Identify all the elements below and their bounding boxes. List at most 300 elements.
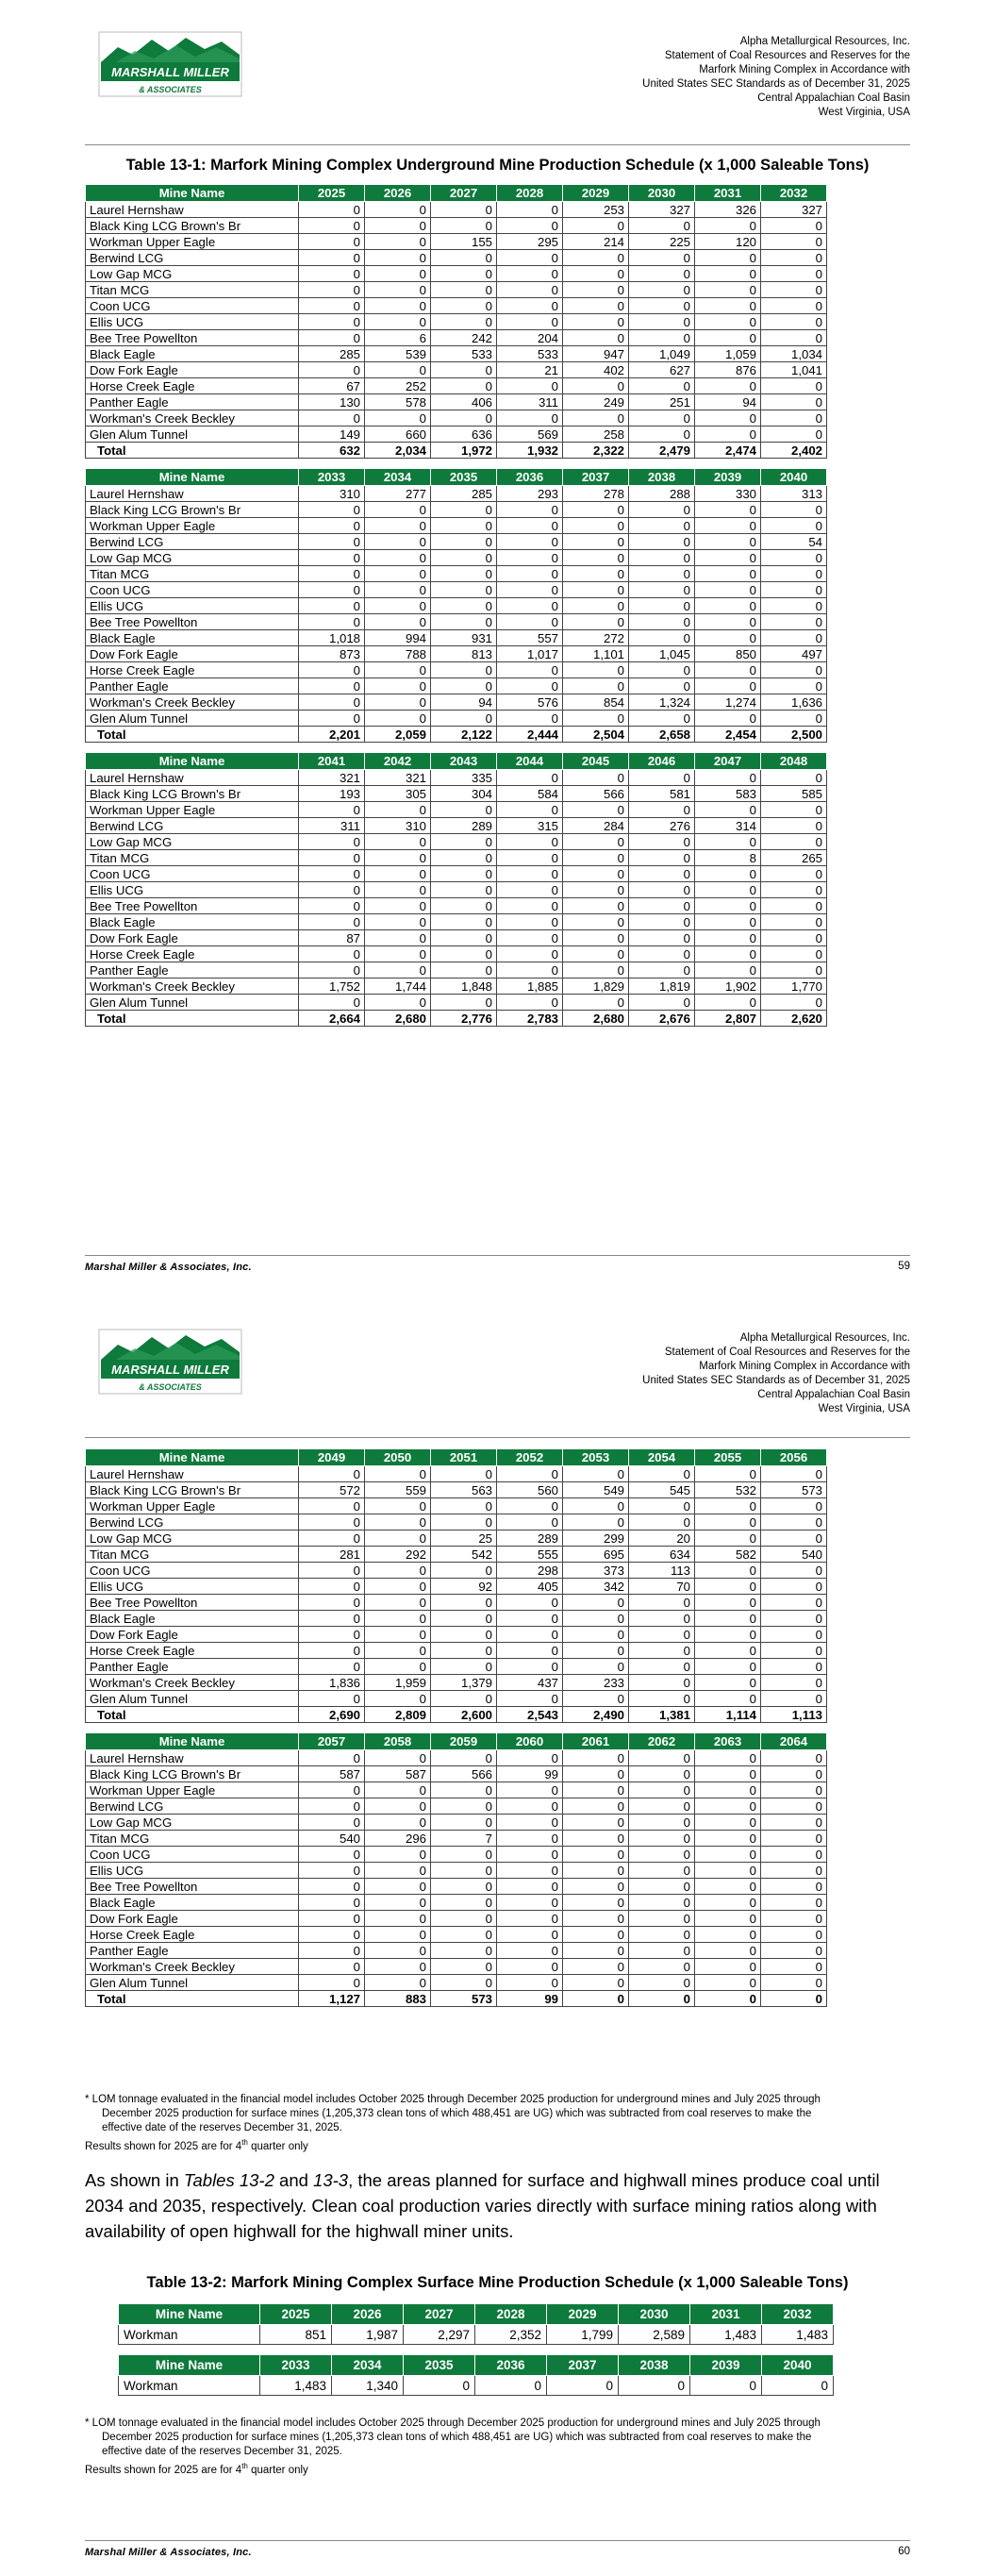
value-cell: 0 [629,598,695,614]
table-row [86,834,827,850]
value-cell: 0 [629,1911,695,1927]
column-header-year: 2034 [332,2355,404,2376]
table-row [86,1579,827,1595]
mine-name-cell: Black King LCG Brown's Br [86,218,299,234]
value-cell: 0 [497,962,563,979]
table-13-2 [118,2303,834,2396]
header-row [86,1733,827,1750]
table-row [86,979,827,995]
footer-company: Marshal Miller & Associates, Inc. [85,1262,252,1273]
table-13-1 [85,184,827,1027]
value-cell: 0 [431,1691,497,1707]
value-cell: 0 [365,218,431,234]
column-header-year: 2046 [629,753,695,770]
value-cell: 0 [365,882,431,898]
value-cell: 0 [563,1911,629,1927]
mine-name-cell: Workman's Creek Beckley [86,979,299,995]
table-row [86,1750,827,1766]
value-cell: 0 [761,518,827,534]
value-cell: 0 [695,1943,761,1959]
value-cell: 0 [695,1627,761,1643]
value-cell: 321 [365,770,431,786]
value-cell: 6 [365,330,431,346]
value-cell: 0 [299,250,365,266]
value-cell: 0 [629,314,695,330]
table-row [86,614,827,630]
value-cell: 0 [563,711,629,727]
value-cell: 310 [299,486,365,502]
value-cell: 402 [563,362,629,378]
value-cell: 1,885 [497,979,563,995]
value-cell: 540 [299,1831,365,1847]
value-cell: 0 [695,314,761,330]
value-cell: 0 [365,1563,431,1579]
value-cell: 0 [299,534,365,550]
column-header-year: 2027 [431,185,497,202]
value-cell: 0 [695,1895,761,1911]
mine-name-cell: Coon UCG [86,582,299,598]
value-cell: 0 [299,1943,365,1959]
value-cell: 0 [695,427,761,443]
value-cell: 0 [695,1675,761,1691]
mine-name-cell: Workman [119,2376,260,2396]
value-cell: 342 [563,1579,629,1595]
value-cell: 0 [761,1750,827,1766]
value-cell: 0 [431,1943,497,1959]
value-cell: 0 [365,298,431,314]
value-cell: 2,297 [404,2325,475,2345]
column-header-year: 2035 [404,2355,475,2376]
mine-name-cell: Laurel Hernshaw [86,1466,299,1482]
total-label-cell: Total [86,1011,299,1027]
value-cell: 0 [497,1927,563,1943]
table-13-1-title: Table 13-1: Marfork Mining Complex Underground Mine Production Schedule (x 1,000 Saleable Tons) [125,157,870,174]
value-cell: 0 [761,1943,827,1959]
value-cell: 0 [497,1627,563,1643]
value-cell: 0 [299,1659,365,1675]
value-cell: 0 [497,518,563,534]
value-cell: 0 [299,614,365,630]
value-cell: 193 [299,786,365,802]
value-cell: 497 [761,646,827,662]
mine-name-cell: Workman Upper Eagle [86,518,299,534]
mine-name-cell: Panther Eagle [86,1943,299,1959]
value-cell: 0 [695,502,761,518]
value-cell: 0 [365,850,431,866]
total-row [86,727,827,743]
value-cell: 0 [431,1659,497,1675]
value-cell: 0 [431,1750,497,1766]
mine-name-cell: Ellis UCG [86,1579,299,1595]
value-cell: 0 [629,1691,695,1707]
value-cell: 0 [761,1927,827,1943]
table-row [86,234,827,250]
value-cell: 25 [431,1531,497,1547]
value-cell: 94 [431,694,497,711]
header-rule [85,144,910,145]
table-row [86,550,827,566]
value-cell: 330 [695,486,761,502]
value-cell: 0 [431,1927,497,1943]
value-cell: 0 [695,298,761,314]
value-cell: 563 [431,1482,497,1498]
value-cell: 0 [299,1627,365,1643]
page-number: 60 [898,2546,910,2557]
value-cell: 0 [497,410,563,427]
column-header-year: 2050 [365,1449,431,1466]
value-cell: 0 [431,314,497,330]
value-cell: 0 [761,566,827,582]
value-cell: 573 [761,1482,827,1498]
value-cell: 0 [299,218,365,234]
value-cell: 0 [761,1766,827,1782]
value-cell: 0 [629,834,695,850]
value-cell: 560 [497,1482,563,1498]
value-cell: 0 [695,1563,761,1579]
value-cell: 0 [497,882,563,898]
value-cell: 627 [629,362,695,378]
value-cell: 0 [563,1750,629,1766]
value-cell: 0 [299,914,365,930]
value-cell: 0 [365,834,431,850]
value-cell: 0 [299,362,365,378]
total-value-cell: 2,504 [563,727,629,743]
value-cell: 0 [299,1643,365,1659]
total-value-cell: 1,381 [629,1707,695,1723]
value-cell: 0 [563,1943,629,1959]
value-cell: 0 [629,1514,695,1531]
value-cell: 947 [563,346,629,362]
total-value-cell: 1,932 [497,443,563,459]
value-cell: 0 [563,1831,629,1847]
table-row [86,1691,827,1707]
value-cell: 0 [431,866,497,882]
value-cell: 0 [497,250,563,266]
value-cell: 578 [365,394,431,410]
table-row [86,1798,827,1815]
column-header-year: 2028 [497,185,563,202]
value-cell: 233 [563,1675,629,1691]
mine-name-cell: Workman Upper Eagle [86,1782,299,1798]
value-cell: 0 [629,1595,695,1611]
value-cell: 0 [761,1659,827,1675]
table-row [86,1547,827,1563]
value-cell: 0 [299,834,365,850]
mine-name-cell: Black King LCG Brown's Br [86,1482,299,1498]
value-cell: 311 [497,394,563,410]
value-cell: 0 [365,1531,431,1547]
total-label-cell: Total [86,727,299,743]
value-cell: 0 [365,202,431,218]
mine-name-cell: Panther Eagle [86,962,299,979]
value-cell: 0 [299,410,365,427]
value-cell: 70 [629,1579,695,1595]
value-cell: 1,018 [299,630,365,646]
column-header-year: 2056 [761,1449,827,1466]
value-cell: 327 [629,202,695,218]
value-cell: 0 [497,534,563,550]
value-cell: 299 [563,1531,629,1547]
total-label-cell: Total [86,443,299,459]
mine-name-cell: Bee Tree Powellton [86,898,299,914]
value-cell: 0 [695,930,761,946]
value-cell: 587 [365,1766,431,1782]
column-header-year: 2049 [299,1449,365,1466]
mine-name-cell: Low Gap MCG [86,1531,299,1547]
value-cell: 0 [629,1847,695,1863]
value-cell: 0 [563,995,629,1011]
value-cell: 0 [365,502,431,518]
value-cell: 0 [563,898,629,914]
value-cell: 0 [761,946,827,962]
value-cell: 0 [431,410,497,427]
value-cell: 0 [761,1514,827,1531]
value-cell: 0 [629,1643,695,1659]
column-header-year: 2031 [690,2304,762,2325]
mine-name-cell: Black King LCG Brown's Br [86,1766,299,1782]
value-cell: 0 [761,770,827,786]
table-row [86,946,827,962]
value-cell: 0 [431,1847,497,1863]
value-cell: 313 [761,486,827,502]
value-cell: 1,340 [332,2376,404,2396]
value-cell: 0 [695,1595,761,1611]
table-row [86,1863,827,1879]
mine-name-cell: Low Gap MCG [86,266,299,282]
value-cell: 0 [299,678,365,694]
page-number: 59 [898,1261,910,1272]
value-cell: 0 [761,298,827,314]
table-row [86,202,827,218]
value-cell: 1,324 [629,694,695,711]
column-header-year: 2054 [629,1449,695,1466]
value-cell: 0 [497,1879,563,1895]
value-cell: 288 [629,486,695,502]
value-cell: 0 [761,330,827,346]
mine-name-cell: Berwind LCG [86,534,299,550]
value-cell: 0 [299,1498,365,1514]
table-row [86,1498,827,1514]
value-cell: 0 [299,1863,365,1879]
value-cell: 0 [431,1563,497,1579]
mine-name-cell: Laurel Hernshaw [86,770,299,786]
mine-name-cell: Low Gap MCG [86,1815,299,1831]
value-cell: 788 [365,646,431,662]
value-cell: 0 [365,282,431,298]
value-cell: 0 [497,866,563,882]
value-cell: 0 [299,566,365,582]
value-cell: 0 [299,282,365,298]
value-cell: 876 [695,362,761,378]
value-cell: 0 [629,962,695,979]
value-cell: 0 [619,2376,690,2396]
value-cell: 0 [563,534,629,550]
table-row [86,1975,827,1991]
value-cell: 0 [431,850,497,866]
value-cell: 0 [563,566,629,582]
value-cell: 8 [695,850,761,866]
total-value-cell: 2,444 [497,727,563,743]
total-value-cell: 2,490 [563,1707,629,1723]
column-header-mine-name: Mine Name [119,2304,260,2325]
value-cell: 0 [299,850,365,866]
column-header-year: 2047 [695,753,761,770]
column-header-year: 2051 [431,1449,497,1466]
column-header-year: 2043 [431,753,497,770]
value-cell: 0 [299,582,365,598]
value-cell: 0 [563,1514,629,1531]
value-cell: 0 [629,1815,695,1831]
value-cell: 0 [629,1863,695,1879]
total-row [86,1011,827,1027]
total-value-cell: 2,809 [365,1707,431,1723]
value-cell: 214 [563,234,629,250]
value-cell: 0 [761,218,827,234]
table-row [86,1466,827,1482]
value-cell: 0 [761,866,827,882]
value-cell: 0 [695,1766,761,1782]
value-cell: 0 [761,1847,827,1863]
value-cell: 0 [629,566,695,582]
value-cell: 0 [695,946,761,962]
table-row [86,914,827,930]
table-row [86,534,827,550]
value-cell: 0 [365,1466,431,1482]
value-cell: 0 [629,850,695,866]
value-cell: 0 [299,1750,365,1766]
footer-rule [85,1255,910,1256]
value-cell: 0 [761,427,827,443]
mine-name-cell: Ellis UCG [86,598,299,614]
mine-name-cell: Black Eagle [86,630,299,646]
table-row [86,866,827,882]
value-cell: 0 [563,1879,629,1895]
value-cell: 0 [431,995,497,1011]
table-row [86,314,827,330]
value-cell: 1,059 [695,346,761,362]
value-cell: 0 [431,534,497,550]
value-cell: 0 [497,1595,563,1611]
value-cell: 0 [497,1498,563,1514]
value-cell: 0 [629,882,695,898]
value-cell: 0 [497,1611,563,1627]
value-cell: 281 [299,1547,365,1563]
value-cell: 0 [431,1863,497,1879]
value-cell: 0 [365,662,431,678]
mine-name-cell: Glen Alum Tunnel [86,995,299,1011]
value-cell: 2,352 [475,2325,547,2345]
value-cell: 1,483 [762,2325,834,2345]
mine-name-cell: Titan MCG [86,1831,299,1847]
company-logo [97,30,243,98]
body-paragraph: As shown in Tables 13-2 and 13-3, the areas planned for surface and highwall mines produce coal until 2034 and 2035, respectively. Clean coal production varies directly with surface mining ratios along with availability of open highwall for the highwall miner units. [85,2170,880,2241]
value-cell: 295 [497,234,563,250]
mine-name-cell: Berwind LCG [86,250,299,266]
value-cell: 0 [629,1959,695,1975]
value-cell: 0 [299,1782,365,1798]
value-cell: 0 [404,2376,475,2396]
column-header-year: 2042 [365,753,431,770]
total-value-cell: 2,500 [761,727,827,743]
value-cell: 0 [497,802,563,818]
value-cell: 0 [629,534,695,550]
value-cell: 583 [695,786,761,802]
value-cell: 0 [563,1815,629,1831]
table-row [119,2325,834,2345]
value-cell: 0 [299,1595,365,1611]
column-header-year: 2033 [299,469,365,486]
value-cell: 0 [761,662,827,678]
value-cell: 585 [761,786,827,802]
value-cell: 292 [365,1547,431,1563]
value-cell: 0 [365,518,431,534]
value-cell: 0 [497,1863,563,1879]
column-header-mine-name: Mine Name [86,1733,299,1750]
value-cell: 542 [431,1547,497,1563]
value-cell: 437 [497,1675,563,1691]
value-cell: 1,819 [629,979,695,995]
table-row [86,518,827,534]
value-cell: 67 [299,378,365,394]
value-cell: 0 [695,898,761,914]
value-cell: 0 [299,202,365,218]
value-cell: 0 [629,1659,695,1675]
table-13-1-continued [85,1448,827,2007]
value-cell: 0 [563,678,629,694]
value-cell: 0 [563,518,629,534]
mine-name-cell: Ellis UCG [86,882,299,898]
value-cell: 545 [629,1482,695,1498]
value-cell: 0 [497,1847,563,1863]
value-cell: 0 [761,1498,827,1514]
value-cell: 0 [299,694,365,711]
value-cell: 1,379 [431,1675,497,1691]
value-cell: 1,049 [629,346,695,362]
value-cell: 0 [761,1531,827,1547]
table-row [86,1895,827,1911]
table-row [86,662,827,678]
document-header: Alpha Metallurgical Resources, Inc. Statement of Coal Resources and Reserves for the Marfork Mining Complex in Accordance with United States SEC Standards as of December 31, 2025 Central Appalachian Coal Basin West Virginia, USA [642,36,910,118]
value-cell: 0 [695,1879,761,1895]
table-row [86,630,827,646]
column-header-year: 2027 [404,2304,475,2325]
value-cell: 873 [299,646,365,662]
value-cell: 0 [431,802,497,818]
value-cell: 0 [563,410,629,427]
table-row [86,218,827,234]
value-cell: 113 [629,1563,695,1579]
total-value-cell: 2,201 [299,727,365,743]
value-cell: 0 [497,1975,563,1991]
value-cell: 87 [299,930,365,946]
value-cell: 0 [497,770,563,786]
value-cell: 0 [761,1595,827,1611]
table-row [86,850,827,866]
value-cell: 54 [761,534,827,550]
column-header-year: 2064 [761,1733,827,1750]
value-cell: 931 [431,630,497,646]
value-cell: 0 [629,330,695,346]
table-row [86,898,827,914]
value-cell: 0 [629,995,695,1011]
value-cell: 0 [299,1959,365,1975]
value-cell: 0 [761,1782,827,1798]
value-cell: 1,636 [761,694,827,711]
value-cell: 0 [497,314,563,330]
value-cell: 0 [431,378,497,394]
value-cell: 0 [365,1879,431,1895]
value-cell: 0 [299,314,365,330]
